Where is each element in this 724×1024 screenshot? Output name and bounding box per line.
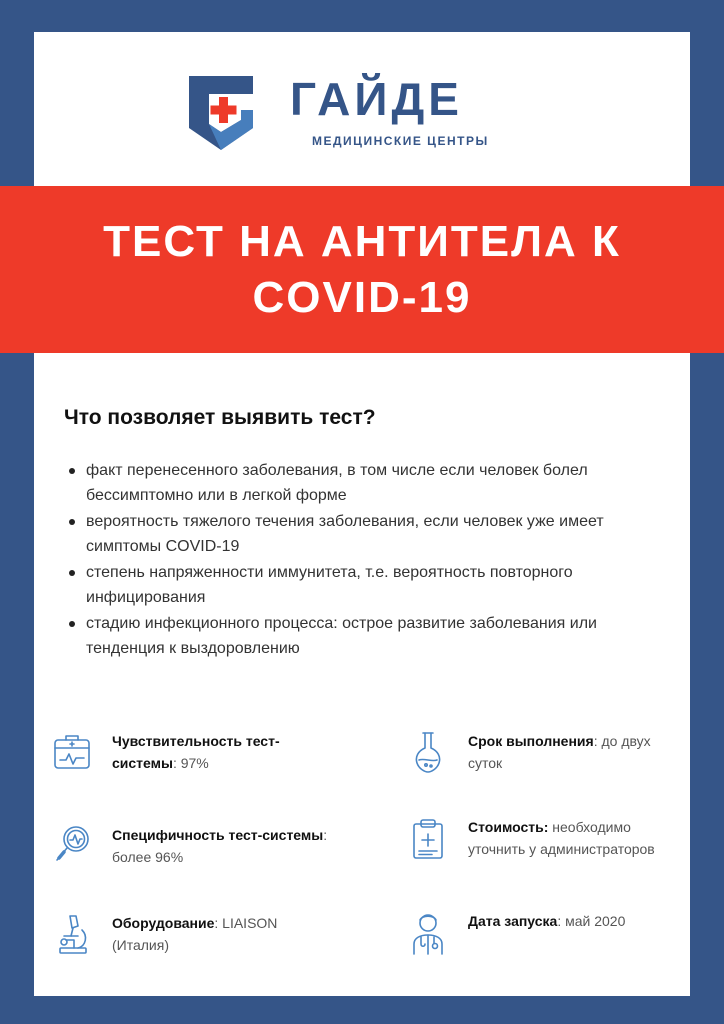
- brand-subtitle: МЕДИЦИНСКИЕ ЦЕНТРЫ: [312, 134, 489, 148]
- feature-label: Оборудование: [112, 915, 215, 931]
- doctor-icon: [408, 910, 448, 956]
- microscope-icon: [52, 912, 92, 958]
- feature-value: : до двух суток: [468, 733, 651, 771]
- list-item: стадию инфекционного процесса: острое развитие заболевания или тенденция к выздоровлению: [64, 611, 664, 661]
- feature-label: Дата запуска: [468, 913, 558, 929]
- feature-value: необходимо уточнить у администраторов: [468, 819, 655, 857]
- bullet-list: [64, 458, 664, 662]
- feature-value: : более 96%: [112, 827, 328, 865]
- feature-equipment: [52, 912, 342, 982]
- brand-name: ГАЙДЕ: [290, 73, 463, 125]
- list-item: степень напряженности иммунитета, т.е. вероятность повторного инфицирования: [64, 560, 664, 610]
- flask-icon: [408, 730, 448, 776]
- feature-value: : LIAISON (Италия): [112, 915, 278, 953]
- title-banner: [0, 186, 724, 353]
- brand-logo: [185, 72, 535, 156]
- clipboard-icon: [408, 816, 448, 862]
- feature-duration: [408, 730, 698, 800]
- shield-logo-icon: [185, 72, 257, 154]
- medical-kit-icon: [52, 730, 92, 776]
- feature-label: Чувствительность тест-системы: [112, 733, 280, 771]
- feature-label: Стоимость:: [468, 819, 549, 835]
- list-item: вероятность тяжелого течения заболевания, если человек уже имеет симптомы COVID-19: [64, 509, 664, 559]
- question-heading: Что позволяет выявить тест?: [64, 406, 376, 429]
- page-title: ТЕСТ НА АНТИТЕЛА К COVID-19: [103, 216, 621, 322]
- feature-label: Специфичность тест-системы: [112, 827, 324, 843]
- magnifier-icon: [52, 824, 92, 870]
- feature-launch: [408, 910, 698, 980]
- feature-value: : 97%: [172, 755, 209, 771]
- feature-cost: [408, 816, 698, 886]
- feature-value: : май 2020: [557, 913, 626, 929]
- feature-specificity: [52, 824, 342, 894]
- feature-label: Срок выполнения: [468, 733, 594, 749]
- list-item: факт перенесенного заболевания, в том числе если человек болел бессимптомно или в легкой форме: [64, 458, 664, 508]
- feature-sensitivity: [52, 730, 342, 800]
